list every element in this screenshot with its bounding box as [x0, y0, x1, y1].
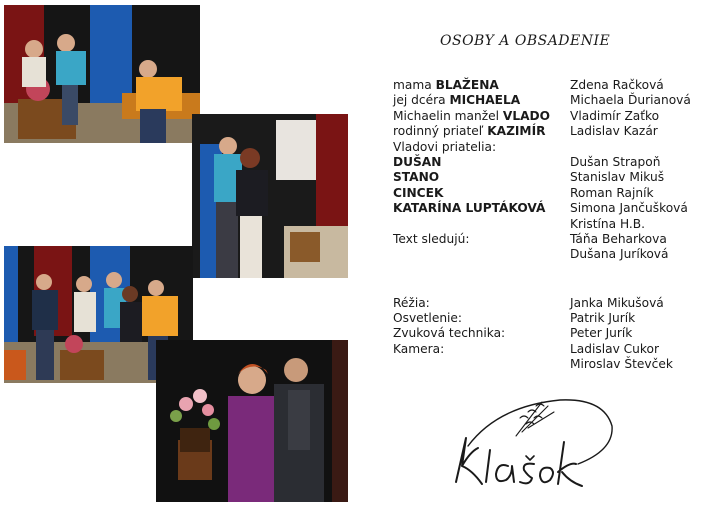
role-name: DUŠAN: [393, 154, 442, 169]
cast-list: [393, 78, 713, 373]
role-name: BLAŽENA: [435, 78, 499, 92]
stage-photo-1: [4, 5, 200, 143]
crew-name: Peter Jurík: [570, 326, 633, 341]
role-prefix: mama: [393, 78, 436, 92]
stage-photo-4: [156, 340, 348, 502]
actor-name: Roman Rajník: [570, 185, 654, 200]
crew-role: Osvetlenie:: [393, 311, 463, 326]
crew-name: Janka Mikušová: [570, 295, 664, 310]
cast-row: [393, 124, 713, 139]
cast-row: [393, 217, 713, 232]
crew-row: [393, 296, 713, 311]
role-name: VLADO: [502, 108, 550, 123]
role-name: MICHAELA: [449, 93, 521, 108]
role-prefix: Michaelin manžel: [393, 108, 503, 123]
crew-name: Ladislav Cukor: [570, 341, 659, 356]
cast-row: [393, 109, 713, 124]
cast-row: [393, 170, 713, 185]
role-prefix: Text sledujú:: [393, 231, 470, 246]
actor-name: Stanislav Mikuš: [570, 170, 665, 185]
cast-row: [393, 155, 713, 170]
role-name: KATARÍNA LUPTÁKOVÁ: [393, 201, 546, 216]
cast-row: [393, 78, 713, 93]
cast-row: [393, 93, 713, 108]
cast-row: [393, 232, 713, 247]
actor-name: [570, 140, 713, 155]
role-prefix: Vladovi priatelia:: [393, 139, 497, 154]
signature-logo: [438, 392, 620, 492]
role-name: CINCEK: [393, 185, 444, 200]
crew-role: [393, 357, 570, 372]
page-title: OSOBY A OBSADENIE: [440, 33, 611, 49]
crew-role: Kamera:: [393, 341, 445, 356]
crew-name: Patrik Jurík: [570, 311, 636, 326]
cast-row: [393, 140, 713, 155]
role-name: KAZIMÍR: [487, 124, 546, 139]
cast-row: [393, 247, 713, 262]
actor-name: Simona Jančušková: [570, 201, 688, 216]
role-name: STANO: [393, 170, 440, 185]
actor-name: Michaela Ďurianová: [570, 93, 691, 108]
crew-row: [393, 326, 713, 341]
crew-row: [393, 342, 713, 357]
actor-name: Vladimír Zaťko: [570, 108, 660, 123]
role-prefix: rodinný priateľ: [393, 124, 488, 139]
crew-role: Zvuková technika:: [393, 326, 506, 341]
crew-name: Miroslav Števček: [570, 357, 673, 372]
actor-name: Zdena Račková: [570, 78, 664, 92]
actor-name: Dušan Strapoň: [570, 154, 661, 169]
actor-name: Dušana Juríková: [570, 247, 669, 262]
crew-role: Réžia:: [393, 295, 430, 310]
actor-name: Ladislav Kazár: [570, 124, 658, 139]
cast-row: [393, 201, 713, 216]
actor-name: Táňa Beharkova: [570, 231, 667, 246]
cast-row: [393, 186, 713, 201]
crew-row: [393, 311, 713, 326]
role-prefix: jej dcéra: [393, 93, 450, 108]
actor-name: Kristína H.B.: [570, 216, 646, 231]
crew-row: [393, 357, 713, 372]
stage-photo-2: [192, 114, 348, 278]
